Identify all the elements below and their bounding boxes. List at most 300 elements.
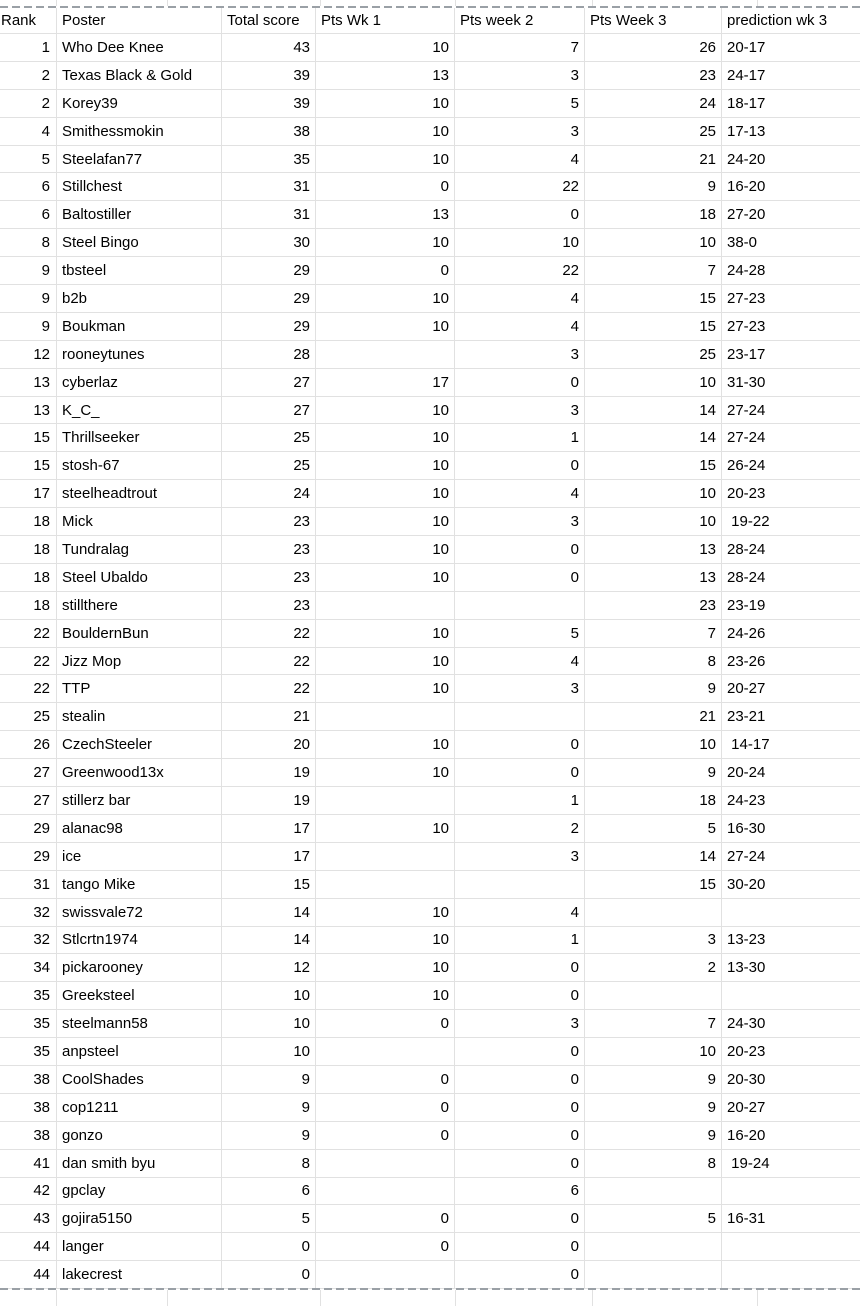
cell-poster[interactable]: Jizz Mop	[57, 648, 222, 676]
cell-pts-week-3[interactable]: 15	[585, 452, 722, 480]
column-header-total-score[interactable]: Total score	[222, 8, 316, 34]
cell-poster[interactable]: BouldernBun	[57, 620, 222, 648]
cell-pts-week-3[interactable]: 8	[585, 648, 722, 676]
cell-rank[interactable]: 9	[0, 285, 57, 313]
cell-total-score[interactable]: 22	[222, 675, 316, 703]
cell-rank[interactable]: 22	[0, 648, 57, 676]
cell-pts-week-2[interactable]: 0	[455, 982, 585, 1010]
cell-pts-wk-1[interactable]: 0	[316, 1010, 455, 1038]
cell-pts-week-3[interactable]: 21	[585, 703, 722, 731]
cell-pts-week-3[interactable]: 18	[585, 201, 722, 229]
cell-prediction-wk-3[interactable]	[722, 982, 860, 1010]
cell-pts-week-2[interactable]: 4	[455, 648, 585, 676]
cell-pts-week-2[interactable]: 0	[455, 731, 585, 759]
cell-pts-week-2[interactable]: 5	[455, 620, 585, 648]
cell-pts-week-2[interactable]: 0	[455, 1150, 585, 1178]
cell-pts-week-2[interactable]: 2	[455, 815, 585, 843]
cell-pts-week-3[interactable]: 26	[585, 34, 722, 62]
cell-total-score[interactable]: 35	[222, 146, 316, 174]
cell-total-score[interactable]: 9	[222, 1094, 316, 1122]
cell-pts-week-2[interactable]: 0	[455, 1261, 585, 1289]
cell-poster[interactable]: TTP	[57, 675, 222, 703]
cell-prediction-wk-3[interactable]: 16-20	[722, 1122, 860, 1150]
cell-pts-wk-1[interactable]: 10	[316, 118, 455, 146]
cell-pts-week-2[interactable]: 3	[455, 675, 585, 703]
cell-pts-wk-1[interactable]: 0	[316, 1233, 455, 1261]
cell-total-score[interactable]: 30	[222, 229, 316, 257]
cell-pts-wk-1[interactable]	[316, 1038, 455, 1066]
cell-pts-week-3[interactable]: 3	[585, 927, 722, 955]
cell-rank[interactable]: 1	[0, 34, 57, 62]
cell-total-score[interactable]: 39	[222, 62, 316, 90]
cell-rank[interactable]: 27	[0, 759, 57, 787]
cell-prediction-wk-3[interactable]: 27-23	[722, 285, 860, 313]
cell-rank[interactable]: 31	[0, 871, 57, 899]
cell-pts-wk-1[interactable]	[316, 703, 455, 731]
cell-pts-wk-1[interactable]: 10	[316, 536, 455, 564]
cell-pts-week-2[interactable]: 0	[455, 452, 585, 480]
cell-poster[interactable]: Greeksteel	[57, 982, 222, 1010]
cell-pts-week-3[interactable]: 2	[585, 954, 722, 982]
cell-total-score[interactable]: 8	[222, 1150, 316, 1178]
cell-prediction-wk-3[interactable]: 31-30	[722, 369, 860, 397]
cell-pts-wk-1[interactable]: 10	[316, 424, 455, 452]
cell-rank[interactable]: 35	[0, 1038, 57, 1066]
cell-pts-week-2[interactable]: 0	[455, 954, 585, 982]
cell-pts-wk-1[interactable]: 10	[316, 759, 455, 787]
cell-prediction-wk-3[interactable]: 24-26	[722, 620, 860, 648]
cell-pts-week-3[interactable]: 10	[585, 731, 722, 759]
cell-pts-wk-1[interactable]: 10	[316, 954, 455, 982]
cell-prediction-wk-3[interactable]: 27-20	[722, 201, 860, 229]
cell-pts-wk-1[interactable]: 10	[316, 146, 455, 174]
cell-poster[interactable]: K_C_	[57, 397, 222, 425]
cell-total-score[interactable]: 29	[222, 257, 316, 285]
cell-total-score[interactable]: 22	[222, 648, 316, 676]
cell-pts-wk-1[interactable]	[316, 843, 455, 871]
cell-prediction-wk-3[interactable]: 28-24	[722, 564, 860, 592]
cell-total-score[interactable]: 24	[222, 480, 316, 508]
cell-pts-week-3[interactable]: 14	[585, 424, 722, 452]
cell-pts-week-2[interactable]: 4	[455, 146, 585, 174]
cell-poster[interactable]: cyberlaz	[57, 369, 222, 397]
cell-poster[interactable]: Tundralag	[57, 536, 222, 564]
cell-pts-wk-1[interactable]: 13	[316, 62, 455, 90]
cell-prediction-wk-3[interactable]: 24-17	[722, 62, 860, 90]
cell-pts-week-3[interactable]: 24	[585, 90, 722, 118]
cell-pts-week-2[interactable]: 4	[455, 285, 585, 313]
cell-pts-week-3[interactable]: 9	[585, 675, 722, 703]
cell-prediction-wk-3[interactable]	[722, 1233, 860, 1261]
cell-total-score[interactable]: 39	[222, 90, 316, 118]
cell-prediction-wk-3[interactable]: 27-24	[722, 843, 860, 871]
cell-poster[interactable]: Baltostiller	[57, 201, 222, 229]
cell-pts-wk-1[interactable]: 10	[316, 899, 455, 927]
cell-total-score[interactable]: 15	[222, 871, 316, 899]
cell-prediction-wk-3[interactable]: 27-24	[722, 424, 860, 452]
cell-prediction-wk-3[interactable]: 19-22	[722, 508, 860, 536]
cell-total-score[interactable]: 6	[222, 1178, 316, 1206]
cell-pts-week-3[interactable]: 10	[585, 1038, 722, 1066]
cell-prediction-wk-3[interactable]: 16-30	[722, 815, 860, 843]
cell-poster[interactable]: Texas Black & Gold	[57, 62, 222, 90]
cell-poster[interactable]: CzechSteeler	[57, 731, 222, 759]
cell-prediction-wk-3[interactable]: 19-24	[722, 1150, 860, 1178]
cell-pts-week-3[interactable]: 10	[585, 369, 722, 397]
cell-pts-week-2[interactable]: 22	[455, 257, 585, 285]
cell-rank[interactable]: 29	[0, 815, 57, 843]
cell-pts-week-3[interactable]: 7	[585, 257, 722, 285]
cell-poster[interactable]: Korey39	[57, 90, 222, 118]
cell-pts-wk-1[interactable]	[316, 871, 455, 899]
cell-prediction-wk-3[interactable]: 16-31	[722, 1205, 860, 1233]
cell-pts-week-3[interactable]: 5	[585, 1205, 722, 1233]
cell-rank[interactable]: 26	[0, 731, 57, 759]
cell-pts-week-2[interactable]: 0	[455, 1122, 585, 1150]
cell-pts-week-3[interactable]: 7	[585, 1010, 722, 1038]
cell-pts-week-3[interactable]: 9	[585, 1066, 722, 1094]
cell-total-score[interactable]: 27	[222, 397, 316, 425]
cell-pts-wk-1[interactable]	[316, 341, 455, 369]
cell-prediction-wk-3[interactable]: 20-17	[722, 34, 860, 62]
cell-rank[interactable]: 13	[0, 369, 57, 397]
cell-pts-week-2[interactable]	[455, 871, 585, 899]
cell-poster[interactable]: Greenwood13x	[57, 759, 222, 787]
cell-rank[interactable]: 32	[0, 899, 57, 927]
cell-total-score[interactable]: 9	[222, 1122, 316, 1150]
cell-pts-wk-1[interactable]	[316, 1150, 455, 1178]
cell-pts-week-2[interactable]: 0	[455, 1066, 585, 1094]
cell-total-score[interactable]: 43	[222, 34, 316, 62]
cell-pts-week-2[interactable]: 0	[455, 1205, 585, 1233]
cell-prediction-wk-3[interactable]: 24-20	[722, 146, 860, 174]
cell-pts-week-3[interactable]: 9	[585, 173, 722, 201]
cell-pts-wk-1[interactable]	[316, 787, 455, 815]
cell-pts-wk-1[interactable]: 0	[316, 1094, 455, 1122]
cell-pts-week-2[interactable]: 3	[455, 118, 585, 146]
cell-rank[interactable]: 2	[0, 90, 57, 118]
cell-prediction-wk-3[interactable]: 27-23	[722, 313, 860, 341]
cell-pts-week-3[interactable]: 9	[585, 759, 722, 787]
cell-pts-week-3[interactable]: 18	[585, 787, 722, 815]
cell-rank[interactable]: 18	[0, 592, 57, 620]
cell-rank[interactable]: 44	[0, 1261, 57, 1289]
cell-pts-wk-1[interactable]: 0	[316, 173, 455, 201]
cell-pts-week-3[interactable]: 21	[585, 146, 722, 174]
cell-pts-wk-1[interactable]: 10	[316, 285, 455, 313]
cell-rank[interactable]: 34	[0, 954, 57, 982]
cell-pts-wk-1[interactable]: 17	[316, 369, 455, 397]
cell-total-score[interactable]: 17	[222, 815, 316, 843]
cell-rank[interactable]: 8	[0, 229, 57, 257]
cell-rank[interactable]: 18	[0, 564, 57, 592]
cell-pts-week-2[interactable]: 3	[455, 397, 585, 425]
cell-poster[interactable]: b2b	[57, 285, 222, 313]
cell-total-score[interactable]: 0	[222, 1261, 316, 1289]
cell-pts-wk-1[interactable]: 10	[316, 229, 455, 257]
cell-pts-week-2[interactable]: 7	[455, 34, 585, 62]
cell-pts-wk-1[interactable]: 10	[316, 731, 455, 759]
cell-rank[interactable]: 5	[0, 146, 57, 174]
cell-pts-week-3[interactable]	[585, 899, 722, 927]
cell-prediction-wk-3[interactable]: 20-23	[722, 1038, 860, 1066]
cell-poster[interactable]: CoolShades	[57, 1066, 222, 1094]
cell-prediction-wk-3[interactable]: 28-24	[722, 536, 860, 564]
cell-poster[interactable]: Mick	[57, 508, 222, 536]
cell-prediction-wk-3[interactable]: 20-30	[722, 1066, 860, 1094]
cell-pts-wk-1[interactable]: 10	[316, 982, 455, 1010]
cell-pts-week-2[interactable]: 1	[455, 424, 585, 452]
cell-pts-week-3[interactable]: 13	[585, 536, 722, 564]
cell-poster[interactable]: gojira5150	[57, 1205, 222, 1233]
cell-pts-week-2[interactable]: 0	[455, 369, 585, 397]
column-header-pts-week-2[interactable]: Pts week 2	[455, 8, 585, 34]
cell-poster[interactable]: alanac98	[57, 815, 222, 843]
cell-prediction-wk-3[interactable]: 13-23	[722, 927, 860, 955]
cell-poster[interactable]: pickarooney	[57, 954, 222, 982]
cell-poster[interactable]: Stlcrtn1974	[57, 927, 222, 955]
cell-poster[interactable]: cop1211	[57, 1094, 222, 1122]
cell-pts-week-2[interactable]: 1	[455, 787, 585, 815]
cell-poster[interactable]: lakecrest	[57, 1261, 222, 1289]
cell-poster[interactable]: gonzo	[57, 1122, 222, 1150]
cell-total-score[interactable]: 20	[222, 731, 316, 759]
cell-poster[interactable]: Steel Bingo	[57, 229, 222, 257]
cell-pts-wk-1[interactable]: 10	[316, 620, 455, 648]
cell-prediction-wk-3[interactable]: 24-28	[722, 257, 860, 285]
cell-rank[interactable]: 15	[0, 452, 57, 480]
cell-pts-week-3[interactable]: 10	[585, 508, 722, 536]
column-header-pts-wk-1[interactable]: Pts Wk 1	[316, 8, 455, 34]
cell-total-score[interactable]: 38	[222, 118, 316, 146]
cell-pts-week-2[interactable]: 4	[455, 313, 585, 341]
cell-poster[interactable]: Boukman	[57, 313, 222, 341]
column-header-rank[interactable]: Rank	[0, 8, 57, 34]
cell-poster[interactable]: rooneytunes	[57, 341, 222, 369]
cell-pts-wk-1[interactable]: 10	[316, 90, 455, 118]
cell-pts-week-2[interactable]: 0	[455, 201, 585, 229]
cell-total-score[interactable]: 23	[222, 564, 316, 592]
cell-poster[interactable]: langer	[57, 1233, 222, 1261]
cell-prediction-wk-3[interactable]: 14-17	[722, 731, 860, 759]
cell-pts-week-3[interactable]: 15	[585, 285, 722, 313]
cell-rank[interactable]: 4	[0, 118, 57, 146]
cell-pts-week-2[interactable]: 0	[455, 1233, 585, 1261]
cell-prediction-wk-3[interactable]	[722, 1178, 860, 1206]
cell-pts-wk-1[interactable]	[316, 592, 455, 620]
cell-total-score[interactable]: 29	[222, 285, 316, 313]
cell-total-score[interactable]: 9	[222, 1066, 316, 1094]
cell-poster[interactable]: ice	[57, 843, 222, 871]
cell-pts-wk-1[interactable]: 13	[316, 201, 455, 229]
cell-pts-week-2[interactable]: 4	[455, 480, 585, 508]
cell-pts-wk-1[interactable]: 10	[316, 648, 455, 676]
cell-prediction-wk-3[interactable]: 20-23	[722, 480, 860, 508]
column-header-poster[interactable]: Poster	[57, 8, 222, 34]
cell-pts-week-3[interactable]: 25	[585, 341, 722, 369]
cell-pts-wk-1[interactable]	[316, 1261, 455, 1289]
cell-prediction-wk-3[interactable]: 24-30	[722, 1010, 860, 1038]
cell-total-score[interactable]: 29	[222, 313, 316, 341]
cell-pts-week-2[interactable]: 0	[455, 1038, 585, 1066]
cell-poster[interactable]: tbsteel	[57, 257, 222, 285]
cell-prediction-wk-3[interactable]: 20-27	[722, 1094, 860, 1122]
cell-total-score[interactable]: 10	[222, 982, 316, 1010]
cell-pts-wk-1[interactable]: 10	[316, 564, 455, 592]
cell-prediction-wk-3[interactable]: 30-20	[722, 871, 860, 899]
cell-poster[interactable]: Stillchest	[57, 173, 222, 201]
cell-poster[interactable]: anpsteel	[57, 1038, 222, 1066]
cell-pts-week-3[interactable]: 23	[585, 592, 722, 620]
cell-pts-week-3[interactable]	[585, 982, 722, 1010]
cell-rank[interactable]: 27	[0, 787, 57, 815]
cell-total-score[interactable]: 10	[222, 1038, 316, 1066]
cell-total-score[interactable]: 23	[222, 508, 316, 536]
cell-rank[interactable]: 9	[0, 313, 57, 341]
cell-poster[interactable]: Thrillseeker	[57, 424, 222, 452]
cell-prediction-wk-3[interactable]: 17-13	[722, 118, 860, 146]
cell-rank[interactable]: 44	[0, 1233, 57, 1261]
cell-pts-wk-1[interactable]: 0	[316, 257, 455, 285]
cell-rank[interactable]: 18	[0, 536, 57, 564]
cell-pts-week-2[interactable]: 3	[455, 843, 585, 871]
cell-pts-week-2[interactable]	[455, 592, 585, 620]
column-header-prediction-wk-3[interactable]: prediction wk 3	[722, 8, 860, 34]
cell-pts-wk-1[interactable]: 0	[316, 1066, 455, 1094]
cell-rank[interactable]: 22	[0, 675, 57, 703]
cell-prediction-wk-3[interactable]: 23-21	[722, 703, 860, 731]
cell-rank[interactable]: 22	[0, 620, 57, 648]
cell-pts-wk-1[interactable]	[316, 1178, 455, 1206]
cell-pts-week-3[interactable]: 5	[585, 815, 722, 843]
cell-pts-week-3[interactable]: 14	[585, 843, 722, 871]
cell-prediction-wk-3[interactable]: 23-17	[722, 341, 860, 369]
cell-pts-week-2[interactable]: 3	[455, 341, 585, 369]
cell-rank[interactable]: 41	[0, 1150, 57, 1178]
cell-poster[interactable]: steelmann58	[57, 1010, 222, 1038]
cell-total-score[interactable]: 31	[222, 201, 316, 229]
cell-total-score[interactable]: 23	[222, 536, 316, 564]
cell-prediction-wk-3[interactable]: 24-23	[722, 787, 860, 815]
cell-pts-week-3[interactable]: 13	[585, 564, 722, 592]
cell-total-score[interactable]: 5	[222, 1205, 316, 1233]
cell-poster[interactable]: steelheadtrout	[57, 480, 222, 508]
cell-poster[interactable]: stillerz bar	[57, 787, 222, 815]
cell-rank[interactable]: 12	[0, 341, 57, 369]
cell-pts-week-2[interactable]: 4	[455, 899, 585, 927]
cell-rank[interactable]: 35	[0, 1010, 57, 1038]
cell-prediction-wk-3[interactable]: 23-19	[722, 592, 860, 620]
cell-poster[interactable]: stealin	[57, 703, 222, 731]
cell-rank[interactable]: 13	[0, 397, 57, 425]
cell-total-score[interactable]: 27	[222, 369, 316, 397]
cell-pts-week-3[interactable]: 15	[585, 313, 722, 341]
cell-pts-week-2[interactable]: 6	[455, 1178, 585, 1206]
cell-pts-week-3[interactable]: 23	[585, 62, 722, 90]
cell-pts-week-3[interactable]: 9	[585, 1122, 722, 1150]
cell-prediction-wk-3[interactable]: 18-17	[722, 90, 860, 118]
cell-total-score[interactable]: 14	[222, 927, 316, 955]
cell-prediction-wk-3[interactable]	[722, 899, 860, 927]
cell-pts-wk-1[interactable]: 10	[316, 452, 455, 480]
cell-rank[interactable]: 6	[0, 201, 57, 229]
cell-prediction-wk-3[interactable]: 23-26	[722, 648, 860, 676]
cell-rank[interactable]: 6	[0, 173, 57, 201]
cell-pts-week-3[interactable]	[585, 1178, 722, 1206]
cell-rank[interactable]: 18	[0, 508, 57, 536]
cell-total-score[interactable]: 23	[222, 592, 316, 620]
cell-poster[interactable]: stillthere	[57, 592, 222, 620]
cell-pts-wk-1[interactable]: 10	[316, 927, 455, 955]
cell-rank[interactable]: 38	[0, 1066, 57, 1094]
cell-pts-week-2[interactable]	[455, 703, 585, 731]
cell-rank[interactable]: 32	[0, 927, 57, 955]
cell-rank[interactable]: 29	[0, 843, 57, 871]
cell-pts-week-3[interactable]: 15	[585, 871, 722, 899]
cell-poster[interactable]: Who Dee Knee	[57, 34, 222, 62]
cell-rank[interactable]: 25	[0, 703, 57, 731]
cell-total-score[interactable]: 25	[222, 452, 316, 480]
cell-prediction-wk-3[interactable]	[722, 1261, 860, 1289]
cell-total-score[interactable]: 12	[222, 954, 316, 982]
cell-poster[interactable]: swissvale72	[57, 899, 222, 927]
cell-poster[interactable]: Steel Ubaldo	[57, 564, 222, 592]
cell-pts-wk-1[interactable]: 0	[316, 1205, 455, 1233]
cell-pts-wk-1[interactable]: 0	[316, 1122, 455, 1150]
cell-pts-wk-1[interactable]: 10	[316, 397, 455, 425]
cell-pts-week-2[interactable]: 0	[455, 759, 585, 787]
cell-pts-week-3[interactable]	[585, 1261, 722, 1289]
cell-total-score[interactable]: 31	[222, 173, 316, 201]
cell-pts-week-3[interactable]	[585, 1233, 722, 1261]
cell-pts-week-3[interactable]: 10	[585, 480, 722, 508]
cell-rank[interactable]: 2	[0, 62, 57, 90]
cell-pts-week-2[interactable]: 0	[455, 564, 585, 592]
cell-total-score[interactable]: 14	[222, 899, 316, 927]
cell-pts-week-2[interactable]: 10	[455, 229, 585, 257]
cell-pts-week-2[interactable]: 0	[455, 1094, 585, 1122]
cell-pts-week-3[interactable]: 7	[585, 620, 722, 648]
cell-pts-week-3[interactable]: 25	[585, 118, 722, 146]
cell-rank[interactable]: 9	[0, 257, 57, 285]
cell-pts-wk-1[interactable]: 10	[316, 815, 455, 843]
cell-total-score[interactable]: 0	[222, 1233, 316, 1261]
cell-poster[interactable]: stosh-67	[57, 452, 222, 480]
column-header-pts-week-3[interactable]: Pts Week 3	[585, 8, 722, 34]
cell-prediction-wk-3[interactable]: 38-0	[722, 229, 860, 257]
cell-poster[interactable]: Smithessmokin	[57, 118, 222, 146]
cell-total-score[interactable]: 19	[222, 787, 316, 815]
cell-pts-week-3[interactable]: 9	[585, 1094, 722, 1122]
cell-rank[interactable]: 35	[0, 982, 57, 1010]
cell-total-score[interactable]: 22	[222, 620, 316, 648]
cell-total-score[interactable]: 10	[222, 1010, 316, 1038]
cell-rank[interactable]: 38	[0, 1122, 57, 1150]
cell-pts-week-2[interactable]: 3	[455, 62, 585, 90]
cell-rank[interactable]: 15	[0, 424, 57, 452]
cell-rank[interactable]: 38	[0, 1094, 57, 1122]
cell-pts-week-2[interactable]: 1	[455, 927, 585, 955]
cell-rank[interactable]: 43	[0, 1205, 57, 1233]
cell-total-score[interactable]: 17	[222, 843, 316, 871]
cell-pts-wk-1[interactable]: 10	[316, 675, 455, 703]
cell-total-score[interactable]: 19	[222, 759, 316, 787]
cell-pts-wk-1[interactable]: 10	[316, 508, 455, 536]
cell-pts-week-3[interactable]: 10	[585, 229, 722, 257]
cell-pts-week-2[interactable]: 3	[455, 1010, 585, 1038]
cell-poster[interactable]: dan smith byu	[57, 1150, 222, 1178]
cell-pts-week-2[interactable]: 0	[455, 536, 585, 564]
